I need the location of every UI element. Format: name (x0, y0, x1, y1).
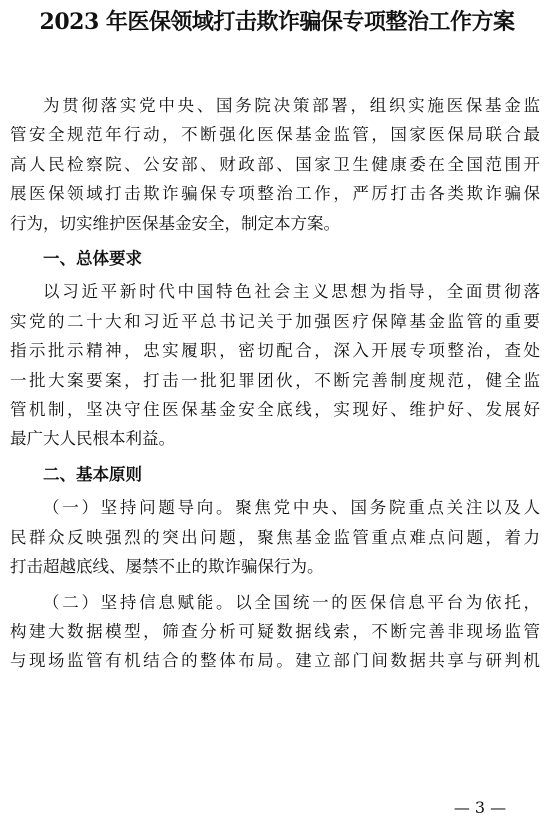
text-line: （一）坚持问题导向。聚焦党中央、国务院重点关注以及人 (43, 498, 540, 518)
section-heading-general-requirements: 一、总体要求 (43, 249, 142, 269)
intro-paragraph (10, 91, 540, 238)
text-line: 为贯彻落实党中央、国务院决策部署，组织实施医保基金监 (43, 96, 540, 115)
principle-2-paragraph (10, 588, 540, 676)
text-line: 与现场监管有机结合的整体布局。建立部门间数据共享与研判机 (10, 651, 540, 671)
general-requirements-paragraph (10, 277, 540, 453)
text-line: 行为，切实维护医保基金安全，制定本方案。 (10, 213, 340, 233)
section-heading-basic-principles: 二、基本原则 (43, 464, 142, 484)
text-line: 高人民检察院、公安部、财政部、国家卫生健康委在全国范围开 (10, 154, 540, 174)
text-line: 指示批示精神，忠实履职，密切配合，深入开展专项整治，查处 (10, 341, 540, 361)
page-number: — 3 — (453, 798, 507, 817)
text-line: 管安全规范年行动，不断强化医保基金监管，国家医保局联合最 (10, 125, 540, 145)
text-line: 实党的二十大和习近平总书记关于加强医疗保障基金监管的重要 (10, 311, 540, 331)
text-line: （二）坚持信息赋能。以全国统一的医保信息平台为依托， (43, 592, 540, 612)
text-line: 构建大数据模型，筛查分析可疑数据线索，不断完善非现场监管 (10, 621, 540, 641)
text-line: 最广大人民根本利益。 (10, 429, 175, 449)
text-line: 管机制，坚决守住医保基金安全底线，实现好、维护好、发展好 (10, 400, 540, 420)
text-line: 打击超越底线、屡禁不止的欺诈骗保行为。 (10, 557, 324, 577)
text-line: 民群众反映强烈的突出问题，聚焦基金监管重点难点问题，着力 (10, 527, 540, 547)
principle-1-paragraph (10, 493, 540, 581)
text-line: 展医保领域打击欺诈骗保专项整治工作，严厉打击各类欺诈骗保 (10, 184, 540, 204)
text-line: 以习近平新时代中国特色社会主义思想为指导，全面贯彻落 (43, 282, 540, 302)
document-body (10, 91, 540, 676)
text-line: 一批大案要案，打击一批犯罪团伙，不断完善制度规范，健全监 (10, 370, 540, 390)
document-title: 2023 年医保领域打击欺诈骗保专项整治工作方案 (39, 9, 515, 35)
